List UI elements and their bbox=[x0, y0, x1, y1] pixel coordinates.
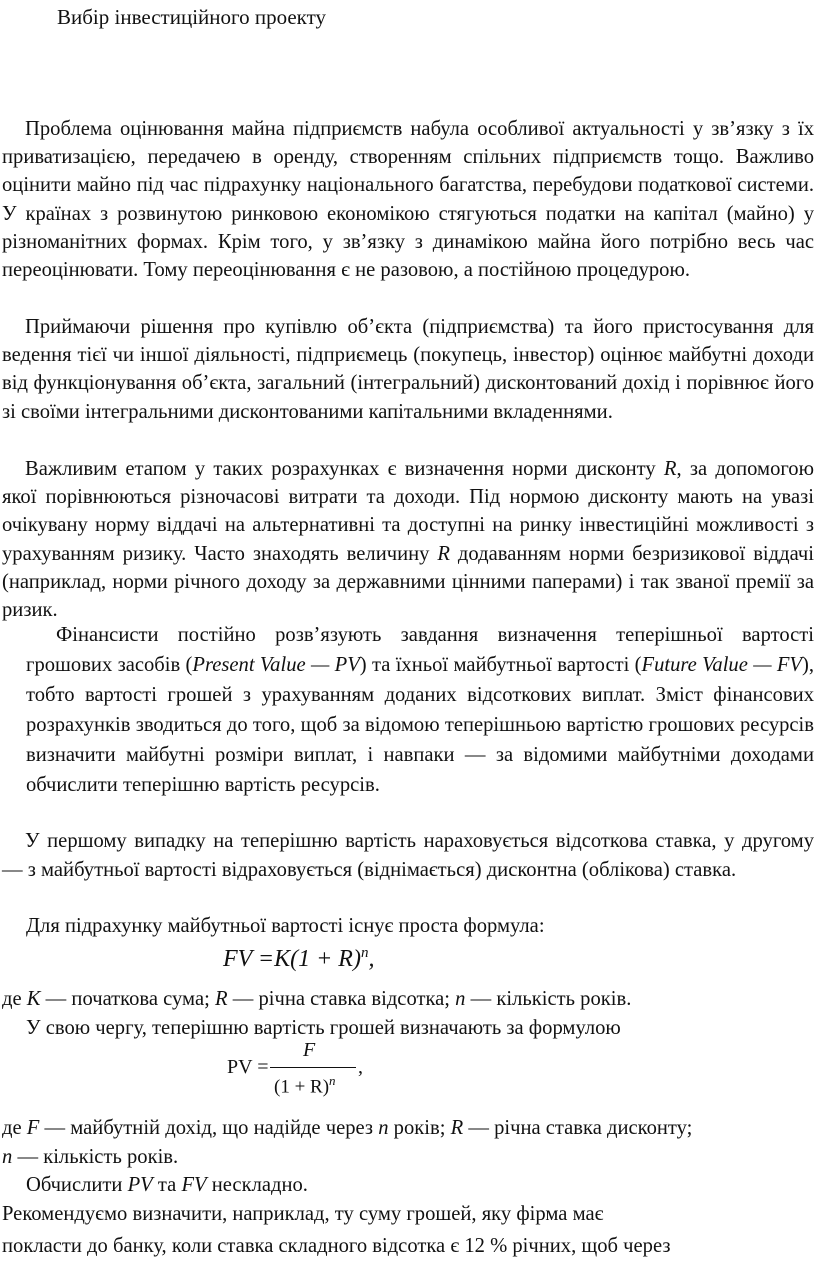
formula-fv-exponent: n bbox=[360, 945, 369, 961]
formula-future-value bbox=[223, 945, 374, 973]
pv-where-line-2 bbox=[2, 1143, 178, 1171]
formula-fv-main: FV =K(1 + R) bbox=[223, 946, 361, 972]
compute-text: нескладно. bbox=[206, 1174, 308, 1196]
var-r: R bbox=[450, 1117, 464, 1139]
where-text: де bbox=[2, 1117, 27, 1139]
compute-text: та bbox=[152, 1174, 182, 1196]
term-future-value: Future Value — FV bbox=[641, 654, 803, 676]
paragraph-discount-text-3: додаванням норми безризикової віддачі (наприклад, норми річного доходу за державними цінними паперами) і так званої премії за ризик. bbox=[2, 542, 814, 622]
var-n: n bbox=[2, 1146, 13, 1168]
var-r: R bbox=[437, 542, 450, 565]
compute-text: Обчислити bbox=[26, 1174, 128, 1196]
where-text: — річна ставка дисконту; bbox=[463, 1117, 693, 1139]
var-k: K bbox=[26, 988, 41, 1010]
formula-pv-denominator-text: (1 + R) bbox=[274, 1076, 330, 1098]
fv-intro-line: Для підрахунку майбутньої вартості існує проста формула: bbox=[26, 915, 545, 937]
paragraph-discount-text-2: , за допомогою якої порівнюються різночасові витрати та доходи. Під нормою дисконту мають на увазі очікувану норму віддачі на альтернативні та доступні на ринку інвестиційні можливості з урахуванням ризику. Часто знаходять величину bbox=[2, 458, 814, 565]
compute-line bbox=[26, 1171, 308, 1199]
var-pv: PV bbox=[127, 1174, 153, 1196]
page-title: Вибір інвестиційного проекту bbox=[57, 5, 326, 29]
recommend-line: Рекомендуємо визначити, наприклад, ту суму грошей, яку фірма має bbox=[2, 1203, 604, 1225]
paragraph-discount-text-1: Важливим етапом у таких розрахунках є визначення норми дисконту bbox=[25, 458, 664, 480]
var-r: R bbox=[214, 988, 228, 1010]
fraction-bar bbox=[270, 1067, 356, 1068]
where-text: — кількість років. bbox=[12, 1146, 179, 1168]
formula-pv-lhs: PV = bbox=[227, 1056, 269, 1078]
where-text: років; bbox=[388, 1117, 451, 1139]
var-f: F bbox=[26, 1117, 40, 1139]
var-n: n bbox=[378, 1117, 389, 1139]
last-line: покласти до банку, коли ставка складного відсотка є 12 % річних, щоб через bbox=[2, 1235, 671, 1257]
where-text: — річна ставка відсотка; bbox=[227, 988, 456, 1010]
where-text: де bbox=[2, 988, 27, 1010]
formula-pv-numerator: F bbox=[303, 1039, 316, 1061]
formula-fv-comma: , bbox=[368, 946, 375, 972]
formula-present-value bbox=[227, 1039, 367, 1102]
var-n: n bbox=[455, 988, 466, 1010]
paragraph-property-valuation: Проблема оцінювання майна підприємств набула особливої актуальності у зв’язку з їх приватизацією, передачею в оренду, створенням спільних підприємств тощо. Важливо оцінити майно під час підрахунку національного багатства, перебудови податкової системи. У країнах з розвинутою ринковою економікою стягуються податки на капітал (майно) у різноманітних формах. Крім того, у зв’язку з динамікою майна його потрібно весь час переоцінювати. Тому переоцінювання є не разовою, а постійною процедурою. bbox=[2, 118, 814, 282]
formula-pv-denominator bbox=[274, 1073, 336, 1098]
where-text: — кількість років. bbox=[465, 988, 632, 1010]
paragraph-purchase-decision: Приймаючи рішення про купівлю об’єкта (підприємства) та його пристосування для ведення тієї чи іншої діяльності, підприємець (покупець, інвестор) оцінює майбутні доходи від функціонування об’єкта, загальний (інтегральний) дисконтований дохід і порівнює його зі своїми інтегральними дисконтованими капітальними вкладеннями. bbox=[2, 316, 814, 423]
paragraph-fin-text-3: ), тобто вартості грошей з урахуванням доданих відсоткових виплат. Зміст фінансових розрахунків зводиться до того, щоб за відомою теперішньою вартістю грошових ресурсів визначити майбутні розміри виплат, і навпаки — за відомими майбутніми доходами обчислити теперішню вартість ресурсів. bbox=[26, 654, 815, 796]
formula-pv-comma: , bbox=[358, 1056, 363, 1078]
pv-where-line-1 bbox=[2, 1114, 692, 1142]
paragraph-interest-cases: У першому випадку на теперішню вартість нараховується відсоткова ставка, у другому — з майбутньої вартості відраховується (віднімається) дисконтна (облікова) ставка. bbox=[2, 830, 814, 881]
paragraph-discount-rate bbox=[2, 455, 814, 624]
pv-intro-line: У свою чергу, теперішню вартість грошей визначають за формулою bbox=[26, 1017, 621, 1039]
where-text: — початкова сума; bbox=[40, 988, 215, 1010]
fv-where-line bbox=[2, 985, 631, 1013]
paragraph-financiers bbox=[26, 620, 814, 800]
var-fv: FV bbox=[181, 1174, 207, 1196]
paragraph-fin-text-1: Фінансисти постійно розв’язують завдання визначення теперішньої вартості грошових засобів ( bbox=[26, 624, 814, 676]
paragraph-fin-text-2: ) та їхньої майбутньої вартості ( bbox=[359, 654, 642, 676]
formula-pv-exponent: n bbox=[329, 1073, 336, 1088]
where-text: — майбутній дохід, що надійде через bbox=[39, 1117, 379, 1139]
term-present-value: Present Value — PV bbox=[192, 654, 360, 676]
var-r: R bbox=[663, 458, 677, 480]
